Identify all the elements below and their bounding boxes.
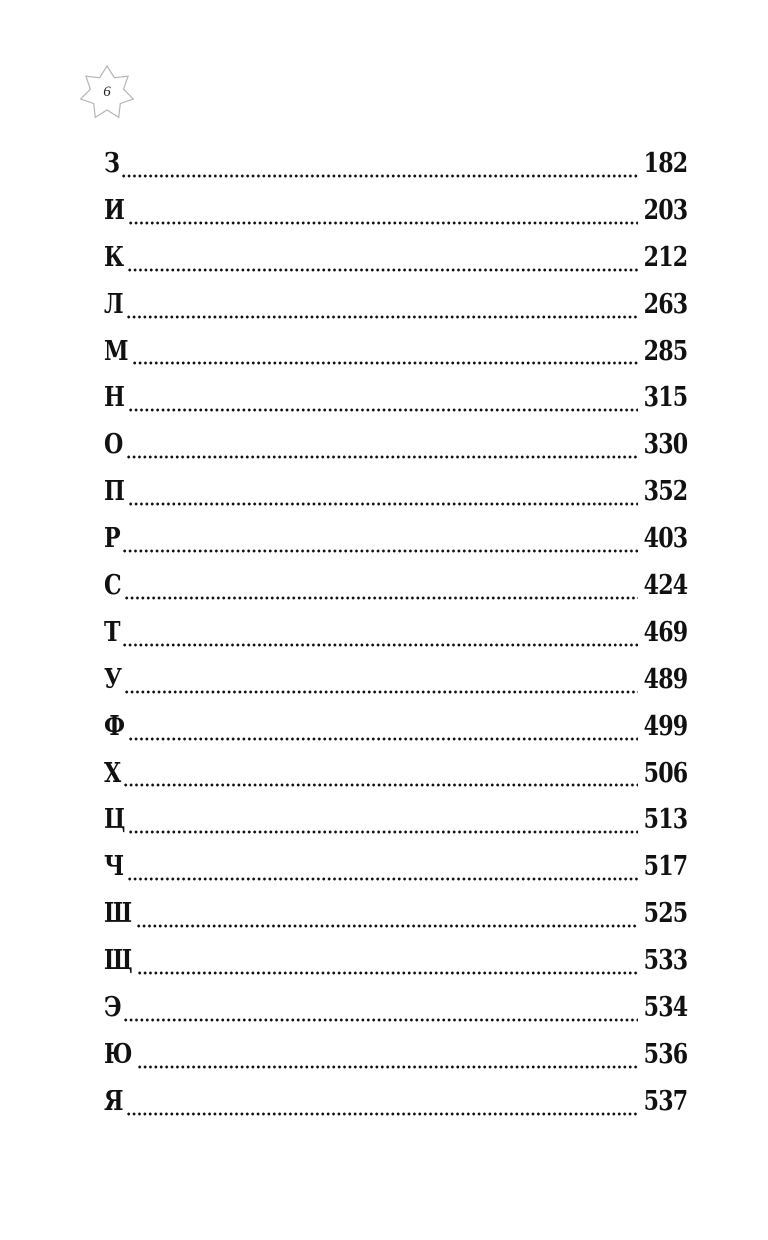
toc-entry-letter: З [104, 148, 120, 179]
page-number-badge [78, 64, 136, 122]
toc-entry[interactable] [104, 566, 687, 613]
toc-entry-letter: О [104, 429, 123, 461]
toc-entry[interactable] [104, 754, 687, 801]
toc-entry-letter: Н [104, 382, 125, 414]
toc-dot-leader [126, 1112, 638, 1116]
toc-entry-page: 469 [643, 616, 687, 648]
toc-dot-leader [124, 690, 638, 694]
toc-entry-letter: Э [104, 992, 121, 1024]
toc-entry-page: 203 [643, 194, 687, 226]
toc-entry-page: 536 [643, 1038, 687, 1070]
toc-dot-leader [127, 877, 638, 881]
page-number: 6 [103, 84, 111, 100]
toc-entry[interactable] [104, 660, 687, 707]
toc-dot-leader [128, 737, 638, 741]
toc-entry-page: 499 [643, 710, 687, 742]
toc-entry[interactable] [104, 613, 687, 660]
toc-entry-letter: М [104, 335, 128, 367]
toc-entry-page: 212 [643, 241, 687, 273]
toc-entry[interactable] [104, 378, 687, 425]
toc-entry-page: 263 [643, 288, 687, 320]
toc-dot-leader [137, 1065, 638, 1069]
toc-entry-letter: Ц [104, 804, 125, 836]
toc-entry-page: 315 [643, 382, 687, 414]
toc-dot-leader [122, 643, 638, 647]
toc-entry[interactable] [104, 941, 687, 988]
toc-entry-letter: Ч [104, 851, 124, 883]
toc-dot-leader [137, 971, 638, 975]
toc-entry-letter: Я [104, 1085, 123, 1117]
toc-entry-letter: Щ [104, 945, 132, 977]
toc-entry[interactable] [104, 894, 687, 941]
toc-entry[interactable] [104, 472, 687, 519]
toc-dot-leader [122, 549, 637, 553]
toc-entry[interactable] [104, 847, 687, 894]
toc-dot-leader [136, 924, 637, 928]
toc-dot-leader [128, 502, 638, 506]
toc-entry-letter: С [104, 570, 121, 602]
toc-entry[interactable] [104, 144, 687, 191]
toc-entry-letter: К [104, 241, 124, 273]
toc-dot-leader [124, 596, 638, 600]
toc-entry-letter: Ш [104, 898, 132, 930]
toc-entry[interactable] [104, 332, 687, 379]
toc-entry-page: 517 [643, 851, 687, 883]
toc-entry[interactable] [104, 707, 687, 754]
toc-entry-letter: У [104, 663, 122, 695]
toc-entry-page: 525 [643, 898, 687, 930]
toc-entry[interactable] [104, 519, 687, 566]
toc-dot-leader [127, 268, 638, 272]
toc-dot-leader [126, 315, 638, 319]
toc-entry-page: 534 [643, 992, 687, 1024]
toc-entry-letter: Ф [104, 710, 125, 742]
toc-entry-page: 513 [643, 804, 687, 836]
toc-entry-letter: Т [104, 616, 120, 648]
toc-dot-leader [128, 408, 638, 412]
toc-list [104, 144, 687, 1129]
toc-entry[interactable] [104, 191, 687, 238]
toc-dot-leader [128, 221, 638, 225]
toc-entry[interactable] [104, 800, 687, 847]
toc-dot-leader [132, 361, 638, 365]
toc-entry-page: 330 [643, 429, 687, 461]
toc-dot-leader [121, 174, 637, 178]
toc-dot-leader [123, 1018, 637, 1022]
toc-entry[interactable] [104, 238, 687, 285]
toc-entry-page: 403 [643, 523, 687, 555]
toc-entry-letter: П [104, 476, 125, 508]
toc-entry-page: 424 [643, 570, 687, 602]
toc-dot-leader [128, 830, 638, 834]
toc-entry-page: 533 [643, 945, 687, 977]
toc-entry[interactable] [104, 1035, 687, 1082]
toc-entry-page: 506 [643, 757, 687, 789]
toc-entry[interactable] [104, 988, 687, 1035]
toc-entry-letter: Л [104, 288, 123, 320]
toc-entry-letter: И [104, 194, 125, 226]
toc-entry-page: 352 [643, 476, 687, 508]
toc-entry[interactable] [104, 285, 687, 332]
toc-entry-letter: Ю [104, 1038, 132, 1070]
toc-entry[interactable] [104, 425, 687, 472]
toc-entry-page: 537 [643, 1085, 687, 1117]
toc-entry-letter: Р [104, 523, 120, 555]
toc-dot-leader [123, 783, 638, 787]
toc-entry-page: 182 [643, 148, 687, 179]
toc-dot-leader [126, 455, 638, 459]
toc-entry-page: 285 [643, 335, 687, 367]
toc-entry-letter: Х [104, 757, 121, 789]
toc-entry-page: 489 [643, 663, 687, 695]
toc-entry[interactable] [104, 1082, 687, 1129]
